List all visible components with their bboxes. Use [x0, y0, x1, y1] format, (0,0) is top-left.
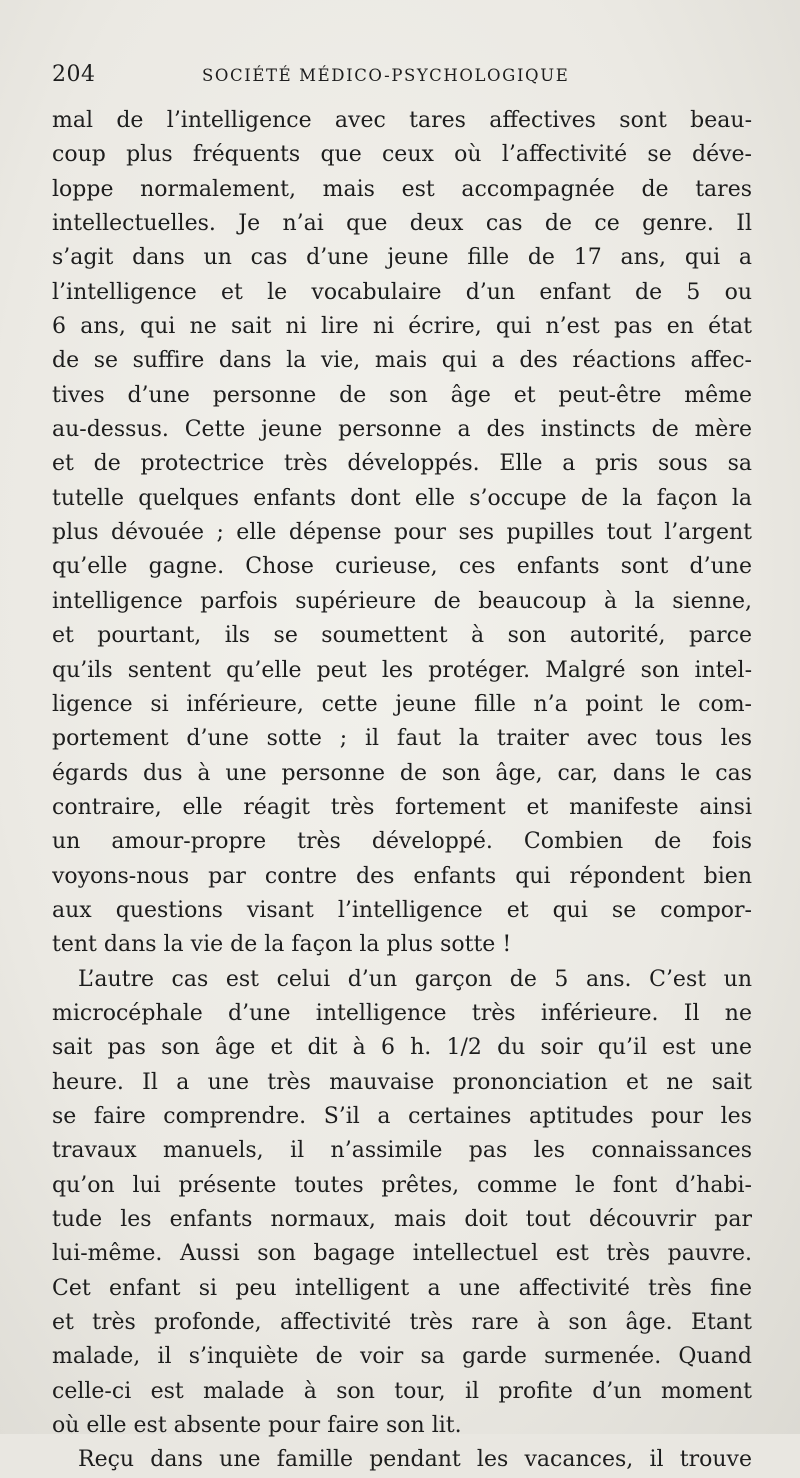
- text-line: loppe normalement, mais est accompagnée de tares: [52, 176, 752, 202]
- page-header: [52, 62, 752, 92]
- text-line: voyons-nous par contre des enfants qui répondent bien: [52, 863, 752, 889]
- text-line: malade, il s’inquiète de voir sa garde surmenée. Quand: [52, 1344, 752, 1370]
- text-line: qu’ils sentent qu’elle peut les protéger. Malgré son intel-: [52, 657, 752, 683]
- text-line: microcéphale d’une intelligence très inférieure. Il ne: [52, 1000, 752, 1026]
- paragraph-start-line: L’autre cas est celui d’un garçon de 5 ans. C’est un: [78, 966, 752, 992]
- text-line: celle-ci est malade à son tour, il profite d’un moment: [52, 1378, 752, 1404]
- text-line: heure. Il a une très mauvaise prononciation et ne sait: [52, 1069, 752, 1095]
- text-line: ligence si inférieure, cette jeune fille n’a point le com-: [52, 691, 752, 717]
- text-line: égards dus à une personne de son âge, car, dans le cas: [52, 760, 752, 786]
- text-line: sait pas son âge et dit à 6 h. 1/2 du soir qu’il est une: [52, 1035, 752, 1061]
- paragraph-end-line: tent dans la vie de la façon la plus sotte !: [52, 932, 512, 958]
- body-text: [52, 104, 752, 1478]
- text-line: et très profonde, affectivité très rare à son âge. Etant: [52, 1310, 752, 1336]
- text-line: et pourtant, ils se soumettent à son autorité, parce: [52, 623, 752, 649]
- text-line: lui-même. Aussi son bagage intellectuel est très pauvre.: [52, 1241, 752, 1267]
- text-line: et de protectrice très développés. Elle a pris sous sa: [52, 451, 752, 477]
- text-line: aux questions visant l’intelligence et qui se compor-: [52, 897, 752, 923]
- text-line: de se suffire dans la vie, mais qui a des réactions affec-: [52, 348, 752, 374]
- text-line: coup plus fréquents que ceux où l’affectivité se déve-: [52, 142, 752, 168]
- text-line: mal de l’intelligence avec tares affectives sont beau-: [52, 108, 752, 133]
- text-line: qu’elle gagne. Chose curieuse, ces enfants sont d’une: [52, 554, 752, 580]
- text-line: un amour-propre très développé. Combien de fois: [52, 829, 752, 855]
- page-number: 204: [52, 62, 96, 87]
- text-line: plus dévouée ; elle dépense pour ses pupilles tout l’argent: [52, 520, 752, 546]
- paragraph-start-line: Reçu dans une famille pendant les vacances, il trouve: [78, 1447, 752, 1473]
- text-line: 6 ans, qui ne sait ni lire ni écrire, qui n’est pas en état: [52, 314, 752, 340]
- text-line: Cet enfant si peu intelligent a une affectivité très fine: [52, 1275, 752, 1301]
- text-line: l’intelligence et le vocabulaire d’un enfant de 5 ou: [52, 279, 752, 305]
- text-line: portement d’une sotte ; il faut la traiter avec tous les: [52, 726, 752, 752]
- text-line: tives d’une personne de son âge et peut-être même: [52, 382, 752, 408]
- text-line: qu’on lui présente toutes prêtes, comme le font d’habi-: [52, 1172, 752, 1198]
- text-line: s’agit dans un cas d’une jeune fille de 17 ans, qui a: [52, 245, 752, 271]
- running-head: SOCIÉTÉ MÉDICO-PSYCHOLOGIQUE: [202, 66, 570, 85]
- paragraph-end-line: où elle est absente pour faire son lit.: [52, 1413, 462, 1439]
- text-line: au-dessus. Cette jeune personne a des instincts de mère: [52, 417, 752, 443]
- text-line: travaux manuels, il n’assimile pas les connaissances: [52, 1138, 752, 1164]
- text-line: tude les enfants normaux, mais doit tout découvrir par: [52, 1207, 752, 1232]
- text-line: tutelle quelques enfants dont elle s’occupe de la façon la: [52, 485, 752, 511]
- text-line: intellectuelles. Je n’ai que deux cas de ce genre. Il: [52, 211, 752, 237]
- text-line: se faire comprendre. S’il a certaines aptitudes pour les: [52, 1103, 752, 1129]
- text-line: intelligence parfois supérieure de beaucoup à la sienne,: [52, 588, 752, 614]
- text-line: contraire, elle réagit très fortement et manifeste ainsi: [52, 794, 752, 820]
